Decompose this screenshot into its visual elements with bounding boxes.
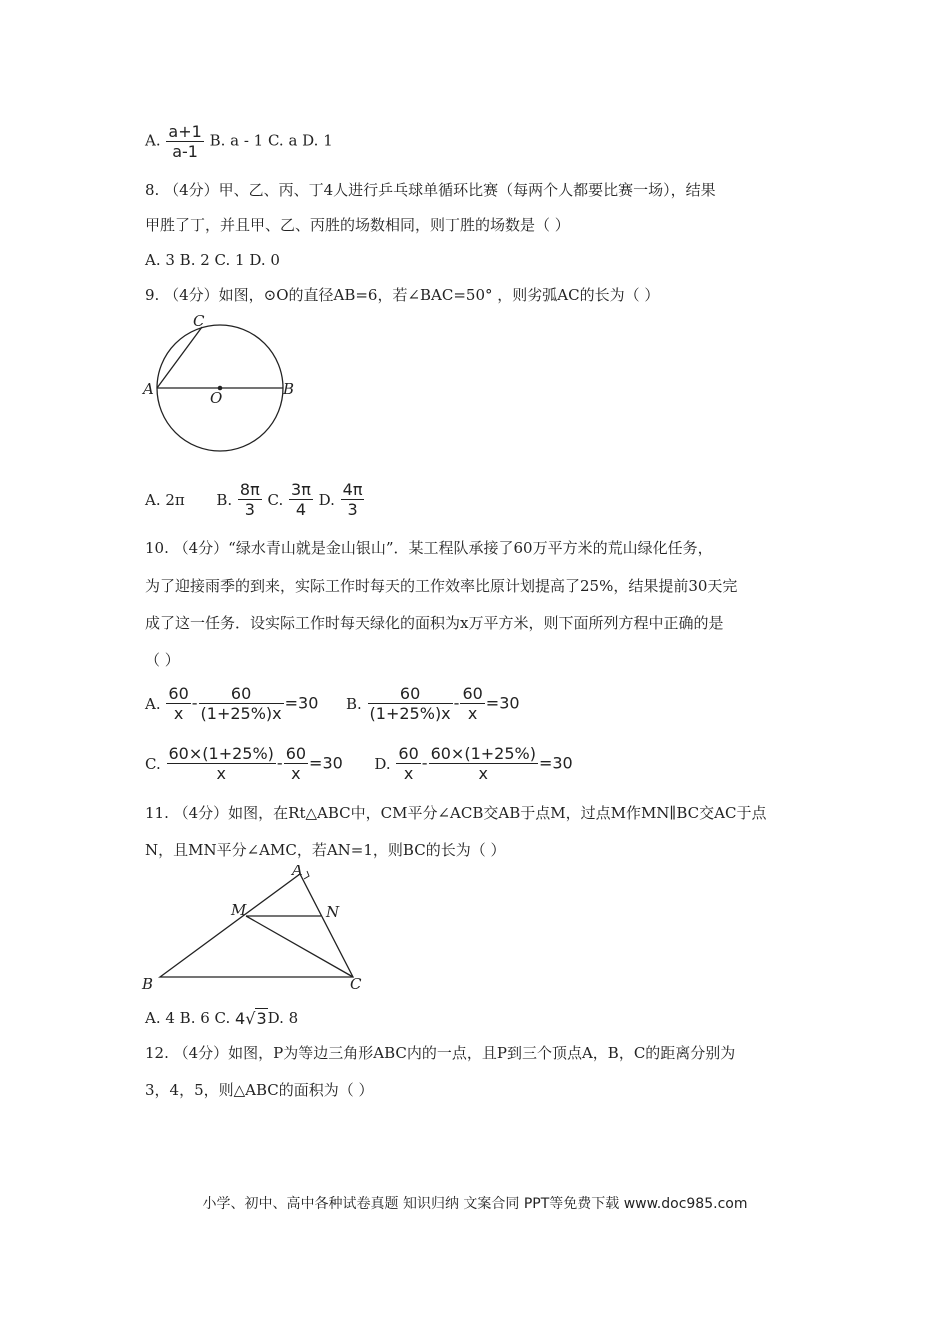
q11-option-c-sqrt: 4√3 xyxy=(235,1009,267,1028)
q9-option-a: A. 2π xyxy=(145,490,185,509)
fraction-denominator: 3 xyxy=(244,500,255,519)
q10-option-d-fraction2 xyxy=(429,744,538,783)
label-a: A xyxy=(292,865,303,879)
q10-option-a-label: A. xyxy=(145,694,161,713)
q9-option-b-fraction xyxy=(238,480,262,519)
minus-sign: - xyxy=(421,753,428,773)
q9-text: 9. （4分）如图，⊙O的直径AB=6，若∠BAC=50° ，则劣弧AC的长为（ ） xyxy=(145,286,660,304)
minus-sign: - xyxy=(276,753,283,773)
q11-option-d: D. 8 xyxy=(267,1009,299,1027)
equals-30: =30 xyxy=(309,753,343,773)
label-c: C xyxy=(350,975,362,993)
fraction-numerator: 60×(1+25%) xyxy=(168,744,274,763)
q10-option-d-fraction1 xyxy=(396,744,420,783)
fraction-numerator: 60 xyxy=(285,744,307,763)
label-n: N xyxy=(326,903,340,921)
q10-option-a-fraction1 xyxy=(166,684,190,723)
equals-30: =30 xyxy=(485,693,520,713)
fraction-denominator: x xyxy=(216,764,226,783)
fraction-numerator: a+1 xyxy=(168,122,202,141)
fraction-denominator: x xyxy=(291,764,301,783)
label-a: A xyxy=(143,380,154,398)
fraction-denominator: 4 xyxy=(295,500,307,519)
fraction-denominator: a-1 xyxy=(172,142,198,161)
q11-text-line2: N，且MN平分∠AMC，若AN=1，则BC的长为（ ） xyxy=(145,841,506,859)
fraction-numerator: 60 xyxy=(168,684,189,703)
fraction-denominator: x xyxy=(403,764,414,783)
q8-text-line2: 甲胜了丁，并且甲、乙、丙胜的场数相同，则丁胜的场数是（ ） xyxy=(145,216,570,234)
triangle-abc xyxy=(160,874,353,977)
chord-ac xyxy=(157,327,202,388)
label-c: C xyxy=(193,312,205,330)
q11-text-line1: 11. （4分）如图，在Rt△ABC中，CM平分∠ACB交AB于点M，过点M作MN∥BC交AC于点 xyxy=(145,804,767,822)
q8-options: A. 3 B. 2 C. 1 D. 0 xyxy=(145,251,280,269)
q12-text-line1: 12. （4分）如图，P为等边三角形ABC内的一点，且P到三个顶点A，B，C的距离分别为 xyxy=(145,1044,736,1062)
label-b: B xyxy=(283,380,295,398)
page-footer: 小学、初中、高中各种试卷真题 知识归纳 文案合同 PPT等免费下载 www.doc985.com xyxy=(202,1196,748,1212)
fraction-denominator: x xyxy=(478,764,488,783)
label-m: M xyxy=(231,901,247,919)
minus-sign: - xyxy=(191,693,198,713)
q10-option-a-fraction2 xyxy=(199,684,284,723)
fraction-numerator: 60 xyxy=(462,684,483,703)
label-o: O xyxy=(210,389,223,407)
q7-option-a-label: A. xyxy=(145,131,161,150)
sqrt-radicand: 3 xyxy=(256,1009,267,1028)
q11-options xyxy=(145,1008,298,1029)
sqrt-coefficient: 4 xyxy=(235,1009,246,1028)
q9-option-c-label: C. xyxy=(267,490,284,509)
fraction-numerator: 60 xyxy=(199,684,284,704)
equals-30: =30 xyxy=(538,753,573,773)
q10-text-line3: 成了这一任务．设实际工作时每天绿化的面积为x万平方米，则下面所列方程中正确的是 xyxy=(145,614,724,632)
fraction-denominator: x xyxy=(467,704,478,723)
q7-option-a-fraction xyxy=(166,122,203,161)
fraction-denominator: 3 xyxy=(347,500,358,519)
q9-option-c-fraction xyxy=(289,480,313,519)
label-b: B xyxy=(142,975,154,993)
q10-option-c-fraction2 xyxy=(284,744,308,783)
q7-options xyxy=(145,122,333,161)
q9-option-d-label: D. xyxy=(318,490,335,509)
q10-text-line4: （ ） xyxy=(145,651,180,669)
q7-options-rest: B. a - 1 C. a D. 1 xyxy=(209,131,333,150)
q10-option-c-label: C. xyxy=(145,754,161,773)
fraction-numerator: 8π xyxy=(239,480,260,499)
equals-30: =30 xyxy=(284,693,319,713)
q11-options-a-b-c-label: A. 4 B. 6 C. xyxy=(145,1009,231,1027)
fraction-numerator: 60 xyxy=(398,744,419,763)
fraction-numerator: 4π xyxy=(342,480,363,499)
q10-option-b-fraction1 xyxy=(368,684,453,723)
fraction-numerator: 60×(1+25%) xyxy=(430,744,536,763)
q10-text-line2: 为了迎接雨季的到来，实际工作时每天的工作效率比原计划提高了25%，结果提前30天完 xyxy=(145,577,738,595)
fraction-denominator: (1+25%)x xyxy=(369,704,451,723)
q9-option-b-label: B. xyxy=(216,490,233,509)
q10-option-b-label: B. xyxy=(345,694,362,713)
q10-text-line1: 10. （4分）“绿水青山就是金山银山”．某工程队承接了60万平方米的荒山绿化任务， xyxy=(145,539,713,557)
right-angle-mark xyxy=(304,871,309,879)
q12-text-line2: 3，4，5，则△ABC的面积为（ ） xyxy=(145,1081,374,1099)
q9-circle-figure xyxy=(140,310,310,460)
q9-option-d-fraction xyxy=(341,480,365,519)
fraction-denominator: (1+25%)x xyxy=(200,704,282,723)
q8-text-line1: 8. （4分）甲、乙、丙、丁4人进行乒乓球单循环比赛（每两个人都要比赛一场），结果 xyxy=(145,181,716,199)
q10-option-d-label: D. xyxy=(374,754,391,773)
q11-triangle-figure xyxy=(140,865,370,995)
q10-options-row1 xyxy=(145,684,520,723)
q10-option-c-fraction1 xyxy=(167,744,276,783)
minus-sign: - xyxy=(453,693,460,713)
fraction-denominator: x xyxy=(173,704,184,723)
fraction-numerator: 60 xyxy=(368,684,453,704)
q9-options xyxy=(145,480,365,519)
fraction-numerator: 3π xyxy=(291,480,311,499)
q10-options-row2 xyxy=(145,744,573,783)
q10-option-b-fraction2 xyxy=(460,684,484,723)
